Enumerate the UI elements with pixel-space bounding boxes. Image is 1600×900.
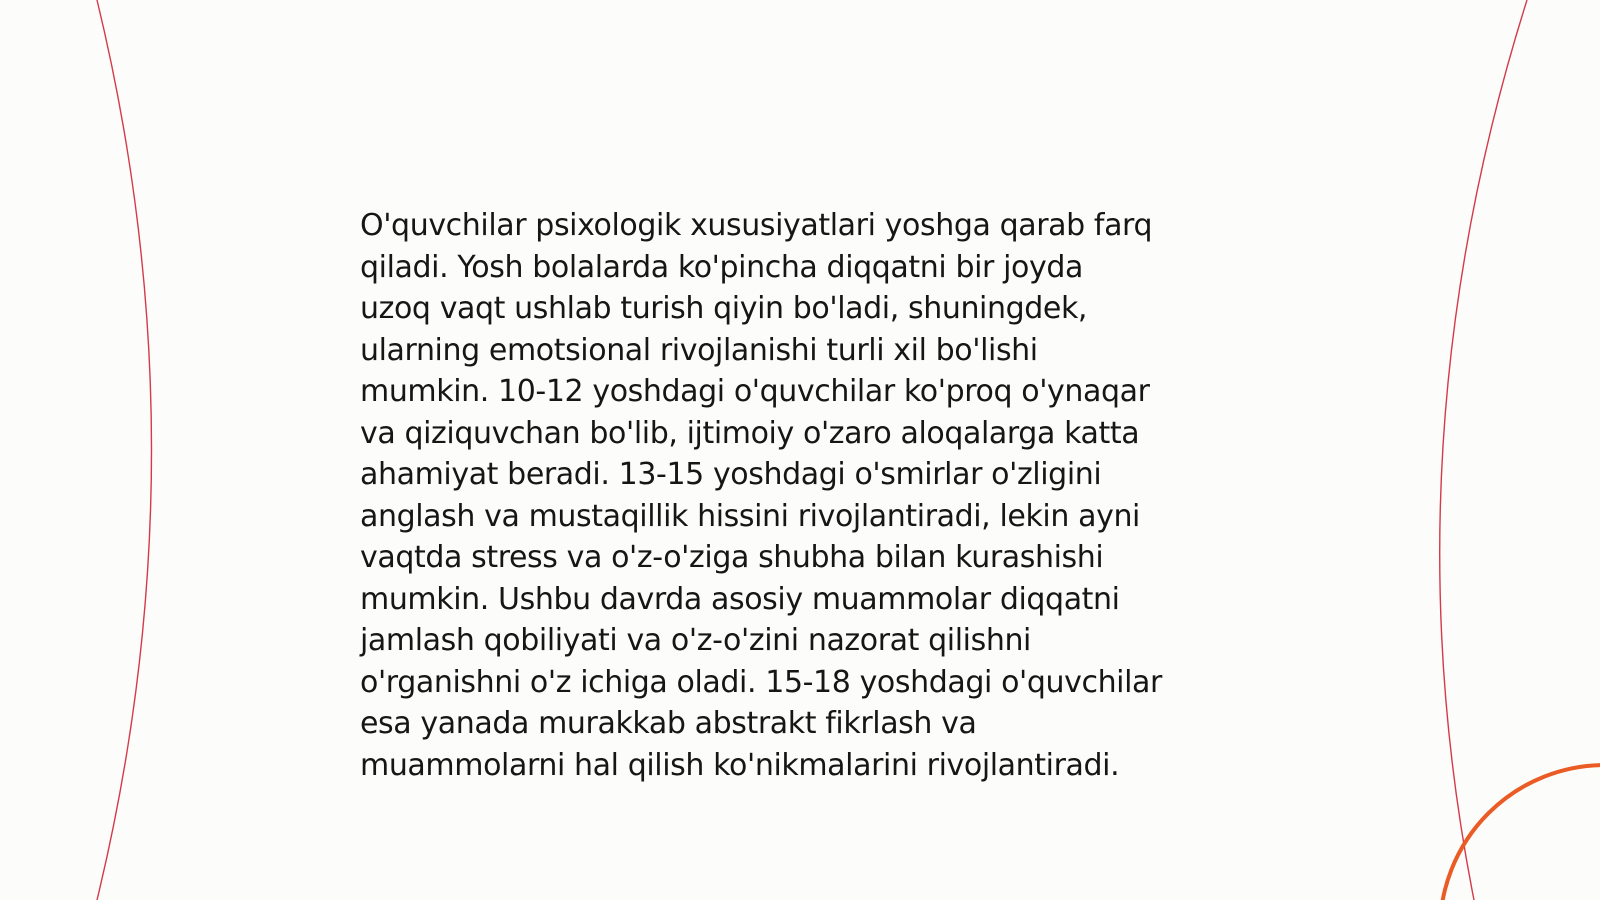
left-curve-line xyxy=(97,0,152,900)
orange-arc xyxy=(1440,765,1600,900)
slide-body-text: O'quvchilar psixologik xususiyatlari yoshga qarab farq qiladi. Yosh bolalarda ko'pincha diqqatni bir joyda uzoq vaqt ushlab turish qiyin bo'ladi, shuningdek, ularning emotsional rivojlanishi turli xil bo'lishi mumkin. 10-12 yoshdagi o'quvchilar ko'proq o'ynaqar va qiziquvchan bo'lib, ijtimoiy o'zaro aloqalarga katta ahamiyat beradi. 13-15 yoshdagi o'smirlar o'zligini anglash va mustaqillik hissini rivojlantiradi, lekin ayni vaqtda stress va o'z-o'ziga shubha bilan kurashishi mumkin. Ushbu davrda asosiy muammolar diqqatni jamlash qobiliyati va o'z-o'zini nazorat qilishni o'rganishni o'z ichiga oladi. 15-18 yoshdagi o'quvchilar esa yanada murakkab abstrakt fikrlash va muammolarni hal qilish ko'nikmalarini rivojlantiradi. xyxy=(360,208,1162,783)
right-curve-line xyxy=(1440,0,1527,900)
